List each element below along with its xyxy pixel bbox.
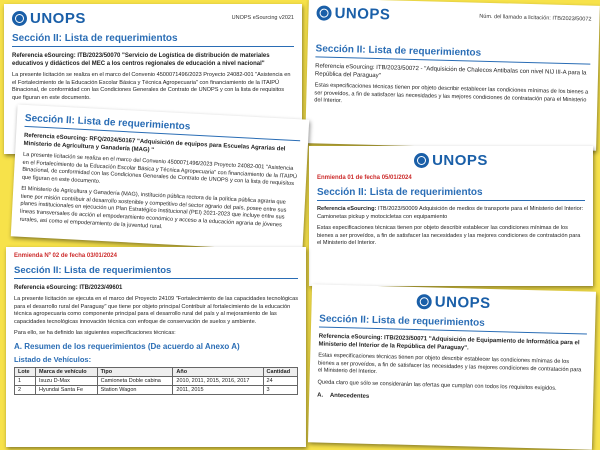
document-card-2 <box>305 0 600 151</box>
reference-text: Referencia eSourcing: ITB/2023/50070 "Servicio de Logística de distribución de materiales educativos y didácticos del MEC a los centros regionales de educación a nivel nacional" <box>12 53 270 68</box>
table-header: Año <box>173 367 263 376</box>
reference-value: ITB/2023/50009 Adquisición de medios de transporte para el Ministerio del Interior: Camionetas pickup y motocicletas con equipamiento <box>317 206 584 220</box>
section-title: Sección II: Lista de requerimientos <box>319 313 485 329</box>
body-text: La presente licitación se realiza en el marco del Convenio 4500071496/2023 Proyecto 24082-001 "Asistencia en el Fortalecimiento de la Educación Escolar Básica y Técnica Agropecuaria" con financiamiento de la ITAIPÚ Binacional, de conformidad con las Condiciones Generales de Contrato de UNOPS y con la lista de requisitos que figuran en este documento. <box>12 72 291 101</box>
unops-logo-icon <box>414 153 429 168</box>
amendment-label: Enmienda Nº 02 de fecha 03/01/2024 <box>14 253 117 259</box>
unops-logo <box>320 291 588 315</box>
unops-logo-icon <box>12 11 27 26</box>
section-title: Sección II: Lista de requerimientos <box>24 112 191 133</box>
subsection-letter: A. <box>317 392 324 400</box>
unops-logo-icon <box>316 5 331 20</box>
section-title: Sección II: Lista de requerimientos <box>315 43 482 59</box>
body-text-2: El Ministerio de Agricultura y Ganadería (MAG), institución pública rectora de la política pública agraria que tiene por misión contribuir al desarrollo sostenible y competitivo del sector agrario del país, posee entre sus planes institucionales en ejecución un Plan Estratégico Institucional (PEI) 2021-2023 que incluye entre sus líneas transversales de acción el empoderamiento económico y acceso a la educación agraria de jóvenes rurales, así como el empoderamiento de la juventud rural. <box>19 186 287 230</box>
table-row <box>15 385 298 394</box>
body-text: Estas especificaciones técnicas tienen por objeto describir establecer las condiciones mínimas de los bienes a ser proveídos, a fin de satisfacer las necesidades y las mejores condiciones de contratación para el Ministerio del Interior. <box>314 82 589 105</box>
header-right-text: Núm. del llamado a licitación: ITB/2023/50072 <box>479 13 592 23</box>
logo-text: UNOPS <box>30 10 86 27</box>
table-cell: Station Wagon <box>97 385 173 394</box>
body-text: Estas especificaciones técnicas tienen por objeto describir establecer las condiciones mínimas de los bienes a ser proveídos, a fin de satisfacer las necesidades y las mejores condiciones de contratación para el Ministerio del Interior. <box>317 225 581 247</box>
table-cell: Hyundai Santa Fe <box>35 385 97 394</box>
reference-text: Referencia eSourcing: ITB/2023/50071 "Adquisición de Equipamiento de Informática para el Ministerio del Interior de la República del Paraguay". <box>318 333 580 352</box>
document-card-4 <box>309 146 593 286</box>
logo-text: UNOPS <box>432 152 488 169</box>
unops-logo <box>317 152 585 169</box>
body-text-1: La presente licitación se ejecuta en el marco del Proyecto 24109 "Fortalecimiento de las capacidades tecnológicas para el desarrollo rural del Paraguay" que tiene por objeto principal Contribuir al fortalecimiento de la educación técnica agropecuaria como componente principal para el desarrollo rural del país y al mejoramiento de las capacidades tecnológicas innovación técnica con enfoque de conservación de suelos y ambiente. <box>14 296 299 325</box>
document-card-5 <box>6 247 306 447</box>
logo-text: UNOPS <box>334 4 391 24</box>
body-text-1: La presente licitación se realiza en el marco del Convenio 4500071496/2023 Proyecto 24082-001 "Asistencia en el Fortalecimiento de la Educación Escolar Básica y Técnica Agropecuaria" con financiamiento de la ITAIPÚ Binacional, de conformidad con las Condiciones Generales de Contrato de UNOPS y con la lista de requisitos que figuran en este documento. <box>21 151 298 188</box>
reference-text: Referencia eSourcing: ITB/2023/50072 - "Adquisición de Chalecos Antibalas con nivel NIJ III-A para la República del Paraguay" <box>314 63 587 80</box>
table-cell: Camioneta Doble cabina <box>97 376 173 385</box>
table-cell: 2 <box>15 385 36 394</box>
list-title: Listado de Vehículos: <box>14 354 92 364</box>
unops-logo <box>316 4 390 23</box>
unops-logo-icon <box>417 294 432 309</box>
table-cell: 3 <box>263 385 297 394</box>
logo-text: UNOPS <box>434 293 491 312</box>
table-cell: 24 <box>263 376 297 385</box>
table-cell: Isuzu D-Max <box>35 376 97 385</box>
reference-text: Referencia eSourcing: ITB/2023/49601 <box>14 285 123 291</box>
section-title: Sección II: Lista de requerimientos <box>14 265 172 276</box>
reference-label: Referencia eSourcing: <box>317 206 377 212</box>
document-card-6 <box>308 284 596 449</box>
document-card-3 <box>11 104 310 251</box>
subsection-heading <box>317 392 585 407</box>
section-title: Sección II: Lista de requerimientos <box>12 33 178 44</box>
section-title: Sección II: Lista de requerimientos <box>317 187 483 198</box>
table-cell: 2010, 2011, 2015, 2016, 2017 <box>173 376 263 385</box>
table-row <box>15 376 298 385</box>
subsection-title: Antecedentes <box>329 393 370 401</box>
table-header: Cantidad <box>263 367 297 376</box>
table-cell: 2011, 2015 <box>173 385 263 394</box>
body-text-2: Queda claro que sólo se considerarán las ofertas que cumplan con todos los requisitos exigidos. <box>317 379 557 392</box>
table-header: Tipo <box>97 367 173 376</box>
vehicles-table <box>14 367 298 395</box>
table-cell: 1 <box>15 376 36 385</box>
body-text-1: Estas especificaciones técnicas tienen por objeto describir establecer las condiciones mínimas de los bienes a ser proveídos, a fin de satisfacer las necesidades y las mejores condiciones de contratación para el Ministerio del Interior. <box>317 352 582 376</box>
table-header: Marca de vehículo <box>35 367 97 376</box>
unops-logo <box>12 10 86 27</box>
amendment-label: Enmienda 01 de fecha 05/01/2024 <box>317 175 412 181</box>
reference-text: Referencia eSourcing: RFQ/2024/50167 "Adquisición de equipos para Escuelas Agrarias del Ministerio de Agricultura y Ganadería (MAG) " <box>23 132 286 154</box>
header-right-text: UNOPS eSourcing v2021 <box>231 15 294 21</box>
body-text-2: Para ello, se ha definido las siguientes especificaciones técnicas: <box>14 330 176 337</box>
table-header: Lote <box>15 367 36 376</box>
reference-text <box>317 206 585 221</box>
subsection-title: A. Resumen de los requerimientos (De acuerdo al Anexo A) <box>14 341 240 351</box>
